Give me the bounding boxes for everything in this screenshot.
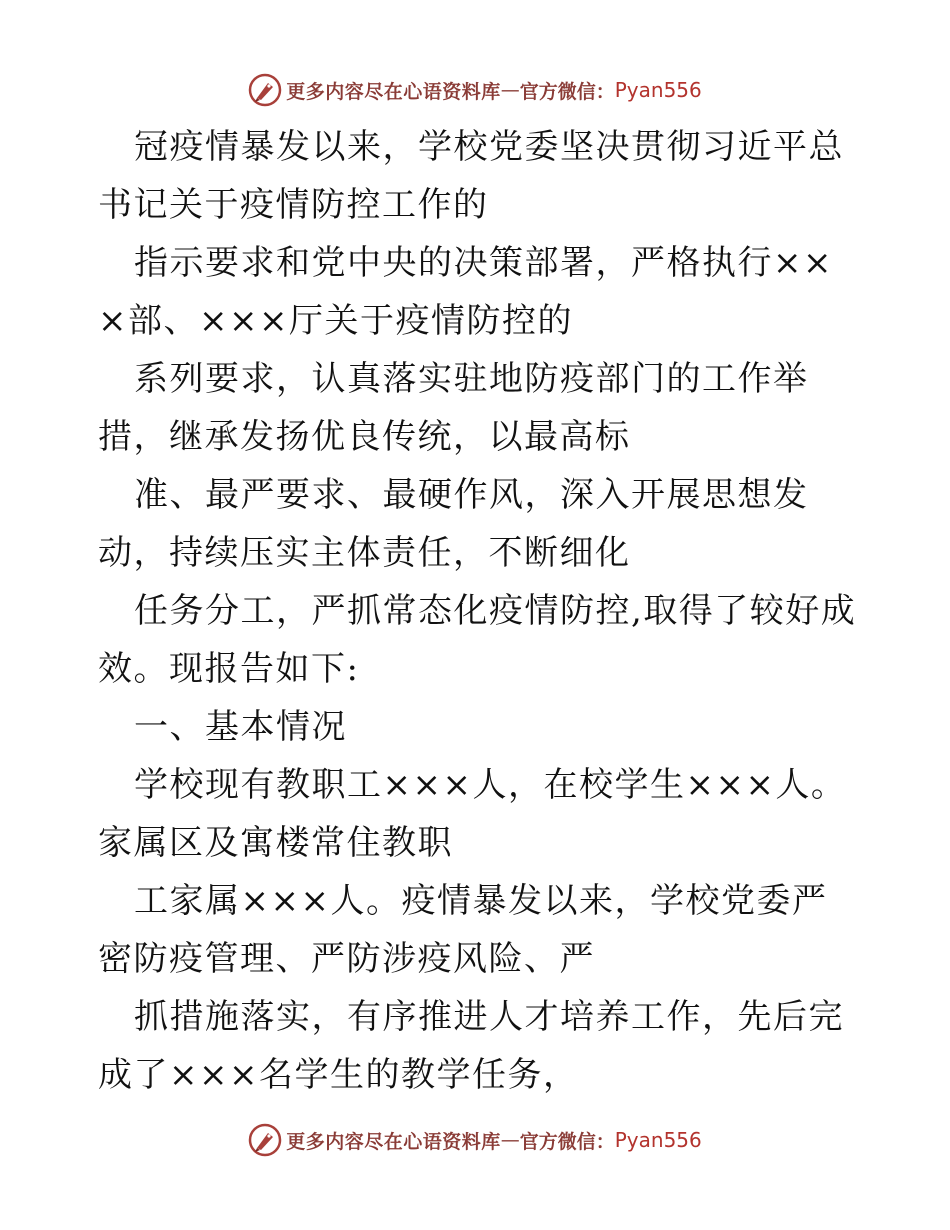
banner-wechat-label: 官方微信： <box>519 80 615 103</box>
document-body <box>98 118 858 1104</box>
pen-logo-icon <box>248 1123 282 1157</box>
banner-wechat-label: 官方微信： <box>519 1130 615 1153</box>
banner-separator: — <box>500 79 520 101</box>
pen-logo-icon <box>248 73 282 107</box>
paragraph-4: 准、最严要求、最硬作风，深入开展思想发动，持续压实主体责任，不断细化 <box>98 475 809 573</box>
section-heading-basic-situation: 一、基本情况 <box>134 707 347 747</box>
banner-separator: — <box>500 1129 520 1151</box>
paragraph-1: 冠疫情暴发以来，学校党委坚决贯彻习近平总书记关于疫情防控工作的 <box>98 127 844 225</box>
banner-site-text: 更多内容尽在心语资料库 <box>286 1130 501 1153</box>
paragraph-3: 系列要求，认真落实驻地防疫部门的工作举措，继承发扬优良传统，以最高标 <box>98 359 809 457</box>
paragraph-9: 抓措施落实，有序推进人才培养工作，先后完成了×××名学生的教学任务， <box>98 997 844 1095</box>
footer-banner <box>0 1120 950 1160</box>
paragraph-2: 指示要求和党中央的决策部署，严格执行×××部、×××厅关于疫情防控的 <box>98 243 833 341</box>
paragraph-7: 学校现有教职工×××人，在校学生×××人。家属区及寓楼常住教职 <box>98 765 847 863</box>
paragraph-8: 工家属×××人。疫情暴发以来，学校党委严密防疫管理、严防涉疫风险、严 <box>98 881 828 979</box>
header-banner <box>0 70 950 110</box>
banner-wechat-id: Pyan556 <box>614 78 702 102</box>
banner-wechat-id: Pyan556 <box>614 1128 702 1152</box>
banner-site-text: 更多内容尽在心语资料库 <box>286 80 501 103</box>
paragraph-5: 任务分工，严抓常态化疫情防控,取得了较好成效。现报告如下: <box>98 591 857 689</box>
